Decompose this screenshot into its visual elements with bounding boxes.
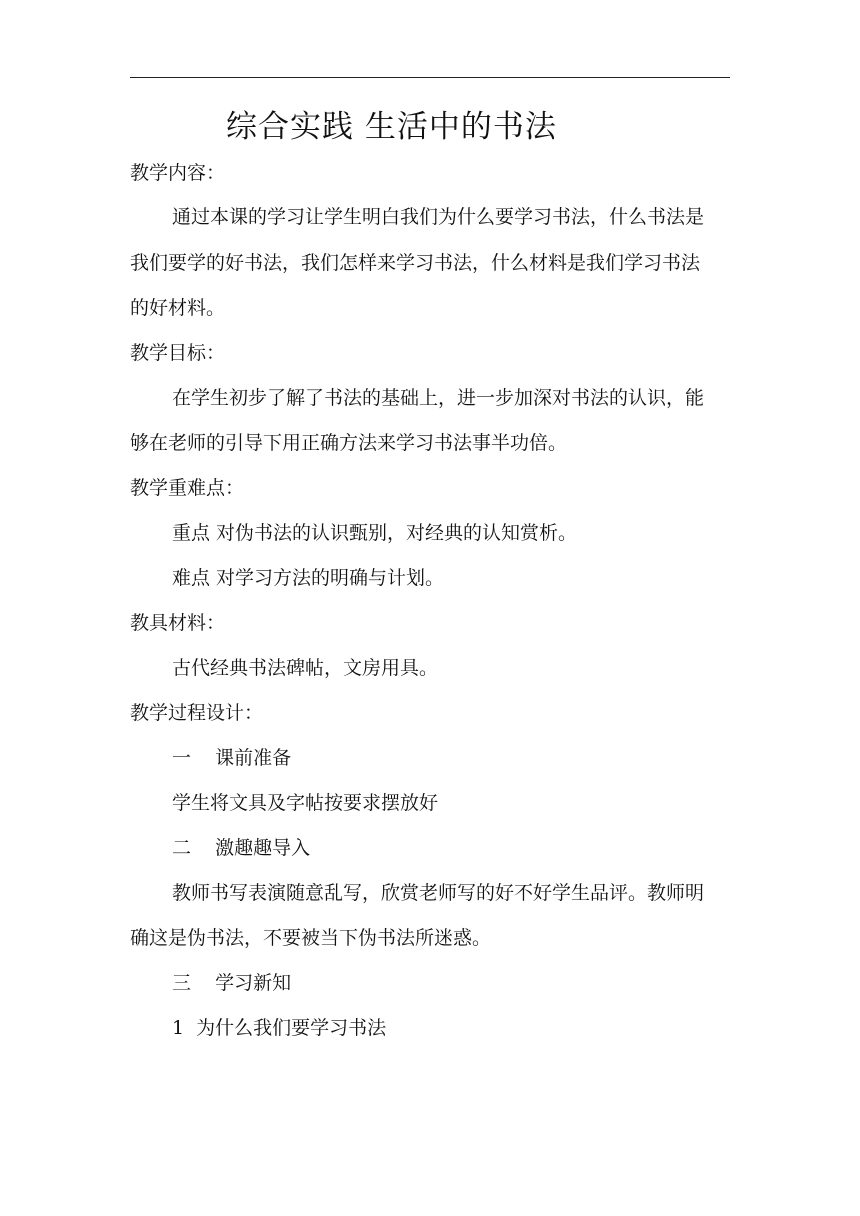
header-rule (130, 77, 730, 78)
section-heading: 一 课前准备 (172, 747, 292, 769)
heading-materials: 教具材料： (130, 612, 226, 634)
paragraph-line: 的好材料。 (130, 297, 226, 319)
paragraph-line: 我们要学的好书法，我们怎样来学习书法，什么材料是我们学习书法 (130, 252, 701, 274)
subsection-heading: 1 为什么我们要学习书法 (172, 1017, 387, 1039)
key-point-line: 重点 对伪书法的认识甄别，对经典的认知赏析。 (172, 522, 578, 544)
paragraph-line: 确这是伪书法，不要被当下伪书法所迷惑。 (130, 927, 492, 949)
section-heading: 三 学习新知 (172, 972, 292, 994)
paragraph-line: 通过本课的学习让学生明白我们为什么要学习书法，什么书法是 (172, 206, 705, 228)
heading-teaching-goals: 教学目标： (130, 342, 226, 364)
heading-key-points: 教学重难点： (130, 477, 245, 499)
section-heading: 二 激趣趣导入 (172, 837, 311, 859)
paragraph-line: 在学生初步了解了书法的基础上，进一步加深对书法的认识，能 (172, 387, 705, 409)
document-title: 综合实践 生活中的书法 (226, 109, 557, 145)
difficult-point-line: 难点 对学习方法的明确与计划。 (172, 567, 445, 589)
heading-teaching-content: 教学内容： (130, 162, 226, 184)
heading-process: 教学过程设计： (130, 702, 264, 724)
paragraph-line: 古代经典书法碑帖，文房用具。 (172, 657, 439, 679)
paragraph-line: 够在老师的引导下用正确方法来学习书法事半功倍。 (130, 432, 568, 454)
paragraph-line: 学生将文具及字帖按要求摆放好 (172, 792, 439, 814)
paragraph-line: 教师书写表演随意乱写，欣赏老师写的好不好学生品评。教师明 (172, 882, 705, 904)
